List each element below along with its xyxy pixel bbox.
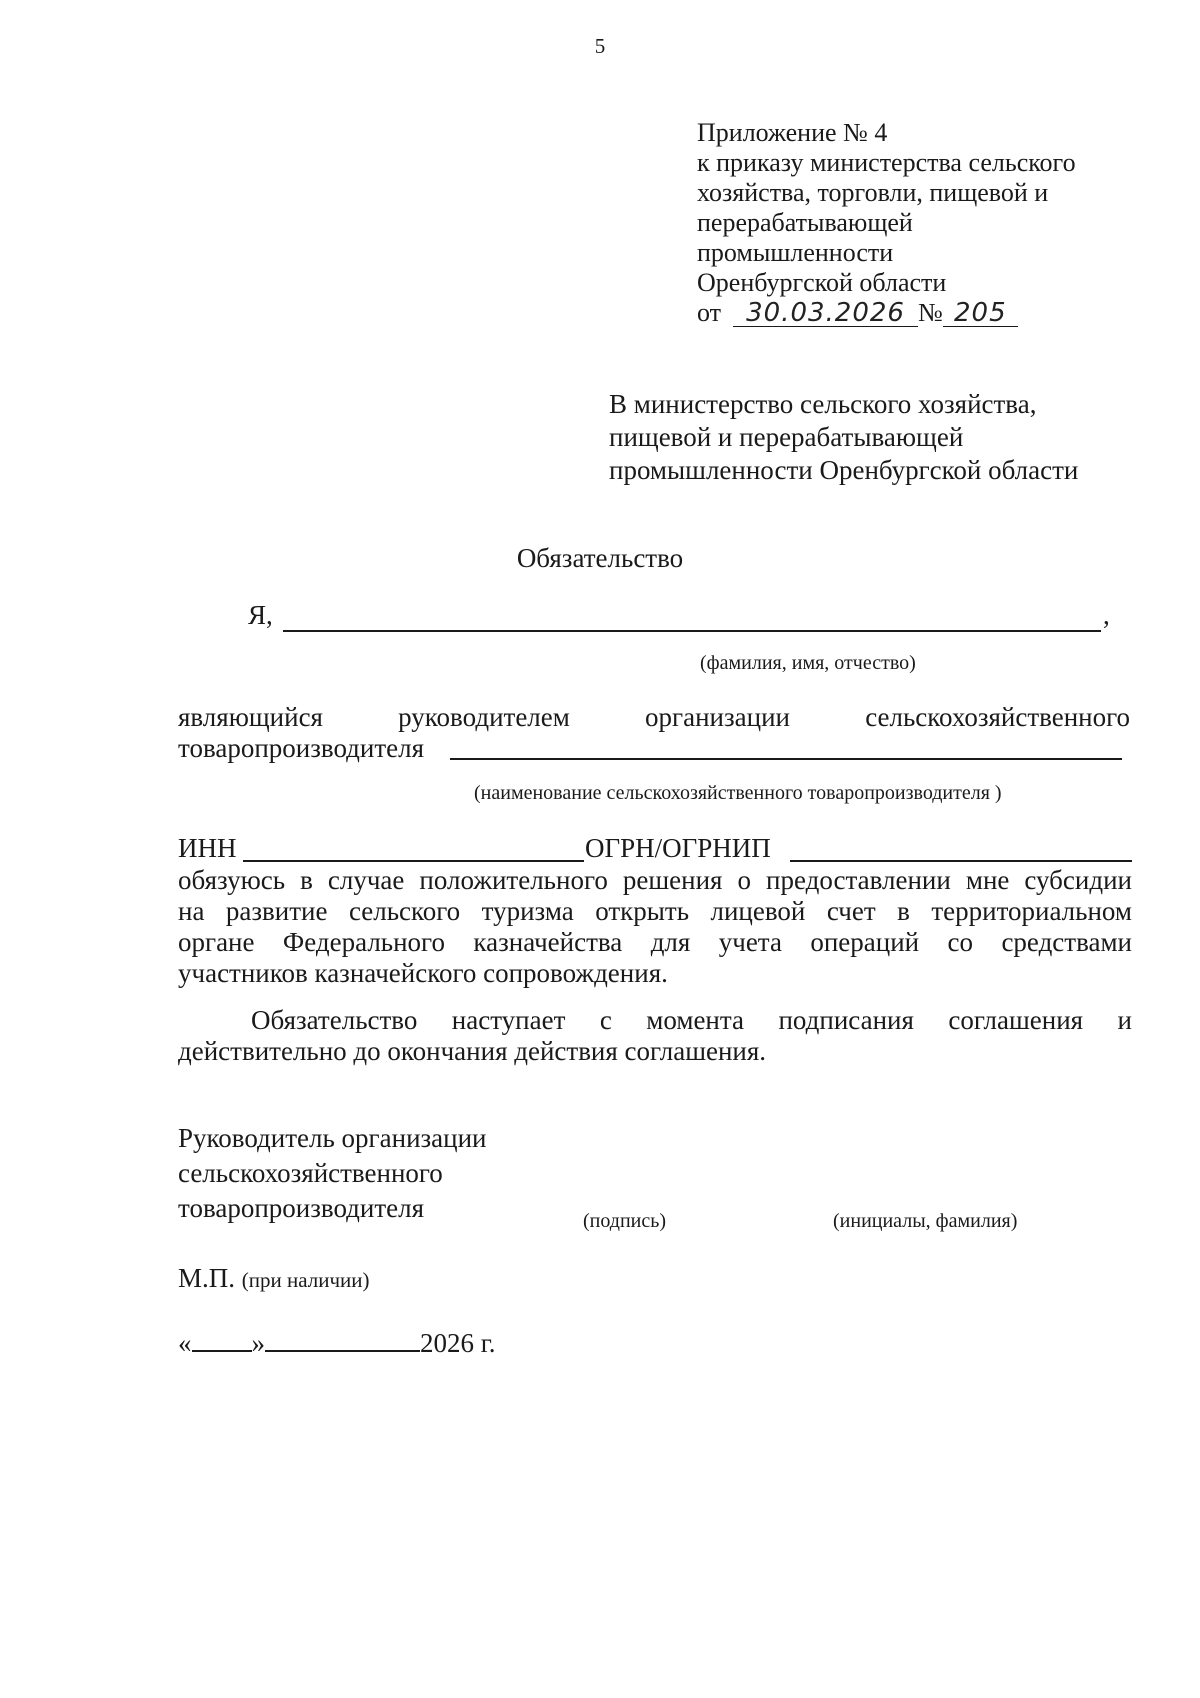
person-suffix: , [1103, 600, 1110, 630]
signature-caption: (подпись) [583, 1210, 667, 1232]
inn-field[interactable] [243, 860, 584, 862]
paragraph-line: участников казначейского сопровождения. [178, 958, 668, 988]
from-label: от [697, 298, 722, 327]
signature-role [178, 1121, 487, 1226]
appendix-line: промышленности [697, 238, 894, 267]
name-caption: (инициалы, фамилия) [833, 1210, 1018, 1232]
appendix-line: перерабатывающей [697, 208, 913, 237]
organization-line [178, 702, 1130, 733]
appendix-line: к приказу министерства сельского [697, 148, 1076, 177]
close-quote: » [251, 1328, 265, 1358]
paragraph-line: на развитие сельского туризма открыть лицевой счет в территориальном [178, 896, 1132, 926]
ogrn-field[interactable] [790, 860, 1132, 862]
ogrn-label: ОГРН/ОГРНИП [585, 833, 771, 863]
word: руководителем [398, 702, 570, 732]
word: являющийся [178, 702, 323, 732]
producer-name-caption: (наименование сельскохозяйственного товаропроизводителя ) [474, 782, 1002, 804]
addressee [609, 388, 1078, 487]
appendix-header [697, 118, 1076, 328]
appendix-line: хозяйства, торговли, пищевой и [697, 178, 1049, 207]
appendix-line: Оренбургской области [697, 268, 947, 297]
person-prefix: Я, [248, 600, 273, 630]
validity-paragraph [178, 1005, 1132, 1067]
handwritten-number: 205 [954, 298, 1007, 328]
paragraph-line: Обязательство наступает с момента подписания соглашения и [251, 1005, 1132, 1035]
number-label: № [918, 298, 943, 327]
role-line: сельскохозяйственного [178, 1158, 443, 1188]
open-quote: « [178, 1328, 192, 1358]
page-number: 5 [594, 34, 606, 58]
producer-label: товаропроизводителя [178, 733, 425, 763]
addressee-line: промышленности Оренбургской области [609, 455, 1079, 485]
paragraph-line: действительно до окончания действия соглашения. [178, 1036, 767, 1066]
word: организации [645, 702, 791, 732]
addressee-line: В министерство сельского хозяйства, [609, 389, 1037, 419]
obligation-paragraph [178, 865, 1132, 989]
date-field [178, 1328, 496, 1359]
stamp-note: (при наличии) [241, 1268, 370, 1292]
addressee-line: пищевой и перерабатывающей [609, 422, 964, 452]
full-name-caption: (фамилия, имя, отчество) [700, 652, 916, 674]
month-field[interactable] [265, 1328, 420, 1352]
day-field[interactable] [192, 1328, 252, 1352]
full-name-field[interactable] [283, 630, 1101, 632]
appendix-title: Приложение № 4 [697, 118, 888, 147]
stamp-placeholder [178, 1263, 369, 1294]
role-line: товаропроизводителя [178, 1193, 425, 1223]
role-line: Руководитель организации [178, 1123, 487, 1153]
word: сельскохозяйственного [865, 702, 1131, 732]
inn-label: ИНН [178, 833, 237, 863]
document-title: Обязательство [516, 543, 684, 573]
producer-name-field[interactable] [450, 758, 1122, 760]
paragraph-line: органе Федерального казначейства для учета операций со средствами [178, 927, 1132, 957]
year-text: 2026 г. [420, 1328, 496, 1358]
paragraph-line: обязуюсь в случае положительного решения о предоставлении мне субсидии [178, 865, 1132, 895]
handwritten-date: 30.03.2026 [746, 298, 905, 328]
order-date-number [697, 298, 1076, 328]
stamp-label: М.П. [178, 1263, 236, 1293]
